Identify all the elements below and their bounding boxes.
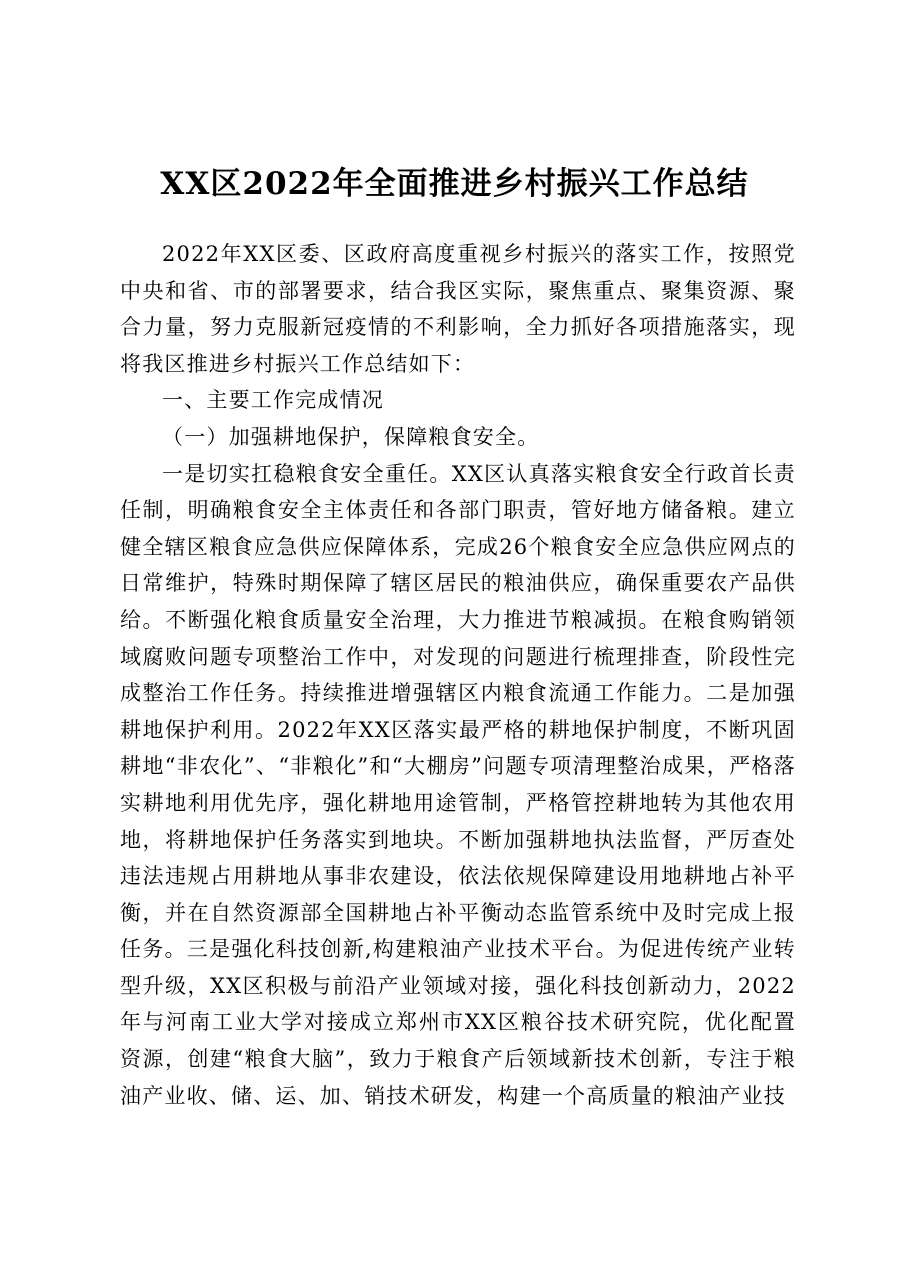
intro-paragraph: 2022年XX区委、区政府高度重视乡村振兴的落实工作，按照党中央和省、市的部署要求，结合我区实际，聚焦重点、聚集资源、聚合力量，努力克服新冠疫情的不利影响，全力抓好各项措施落实，现将我区推进乡村振兴工作总结如下： [120,242,796,376]
document-body [120,236,796,1114]
section-heading: 一、主要工作完成情况 [162,388,384,413]
document-title: XX区2022年全面推进乡村振兴工作总结 [160,166,749,202]
subsection-heading: （一）加强耕地保护，保障粮食安全。 [162,424,540,449]
body-paragraph: 一是切实扛稳粮食安全重任。XX区认真落实粮食安全行政首长责任制，明确粮食安全主体责任和各部门职责，管好地方储备粮。建立健全辖区粮食应急供应保障体系，完成26个粮食安全应急供应网点的日常维护，特殊时期保障了辖区居民的粮油供应，确保重要农产品供给。不断强化粮食质量安全治理，大力推进节粮减损。在粮食购销领域腐败问题专项整治工作中，对发现的问题进行梳理排查，阶段性完成整治工作任务。持续推进增强辖区内粮食流通工作能力。二是加强耕地保护利用。2022年XX区落实最严格的耕地保护制度，不断巩固耕地“非农化”、“非粮化”和“大棚房”问题专项清理整治成果，严格落实耕地利用优先序，强化耕地用途管制，严格管控耕地转为其他农用地，将耕地保护任务落实到地块。不断加强耕地执法监督，严厉查处违法违规占用耕地从事非农建设，依法依规保障建设用地耕地占补平衡，并在自然资源部全国耕地占补平衡动态监管系统中及时完成上报任务。三是强化科技创新,构建粮油产业技术平台。为促进传统产业转型升级，XX区积极与前沿产业领域对接，强化科技创新动力，2022年与河南工业大学对接成立郑州市XX区粮谷技术研究院，优化配置资源，创建“粮食大脑”，致力于粮食产后领域新技术创新，专注于粮油产业收、储、运、加、销技术研发，构建一个高质量的粮油产业技 [120,461,796,1108]
